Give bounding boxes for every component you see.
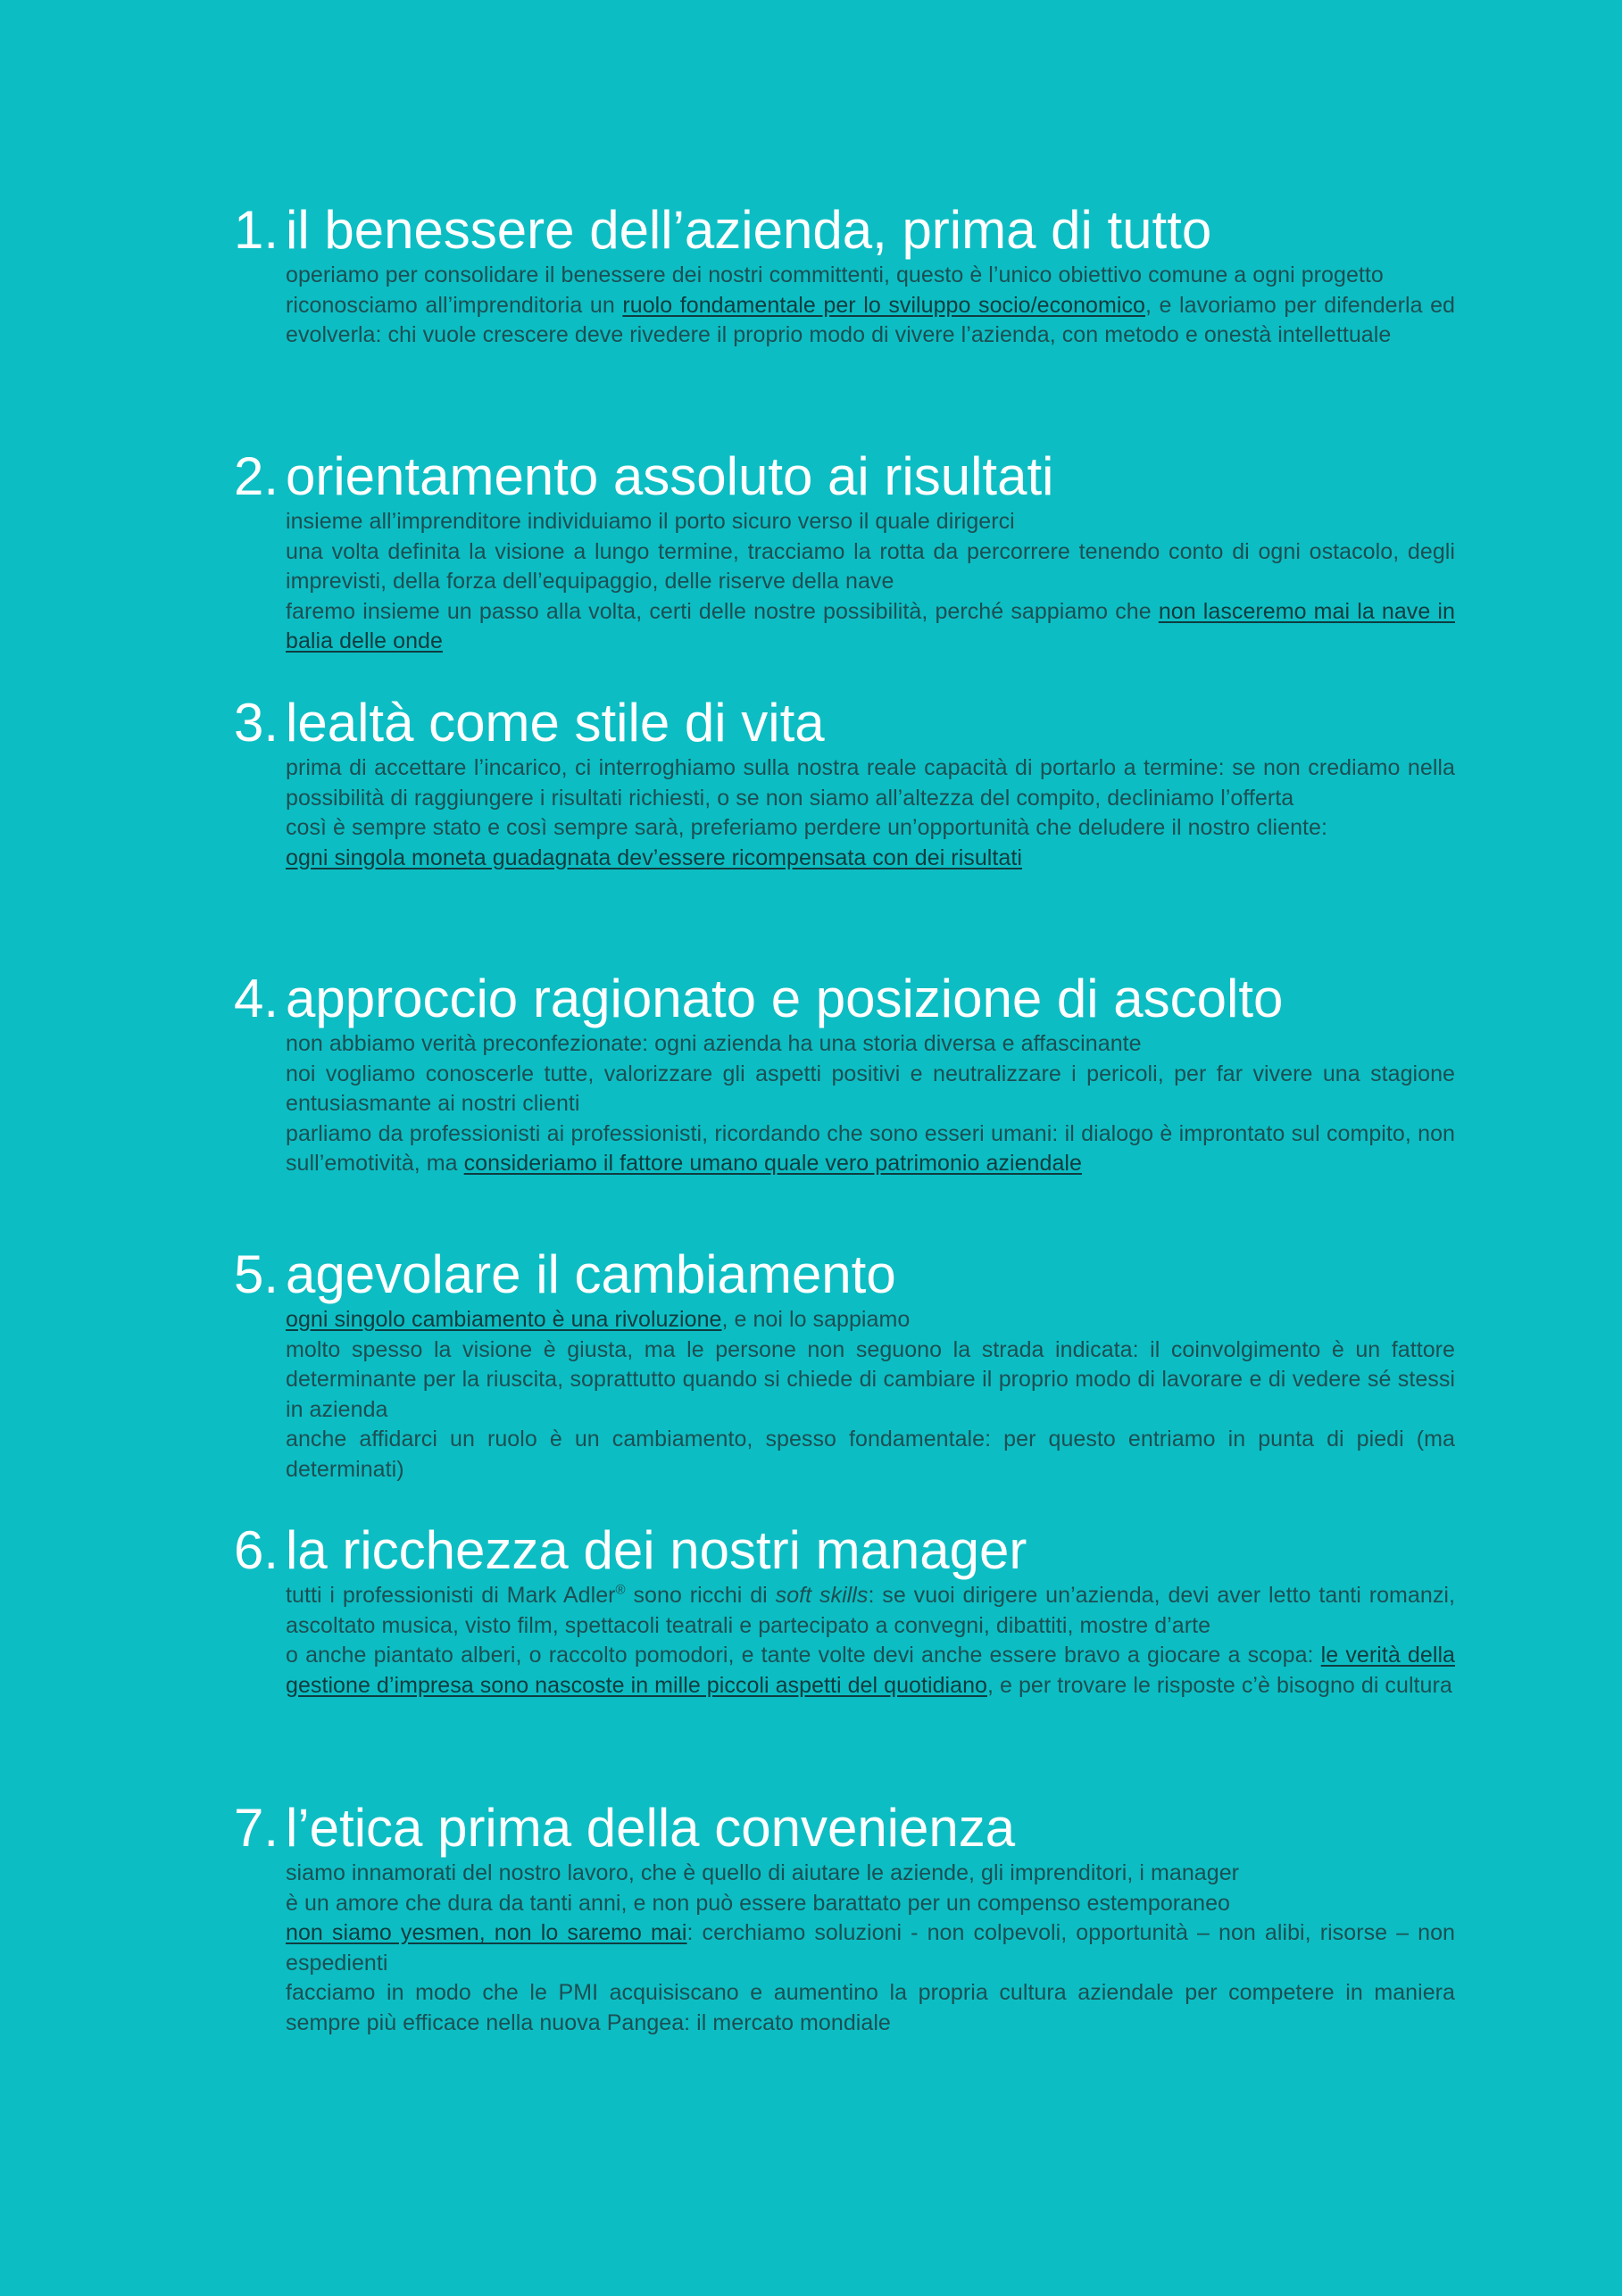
paragraph (286, 1581, 1455, 1641)
paragraph: non abbiamo verità preconfezionate: ogni azienda ha una storia diversa e affascinante (286, 1031, 1142, 1056)
section-body (286, 753, 1455, 873)
section-6 (234, 1520, 1455, 1701)
paragraph (286, 597, 1455, 657)
text-run: , e noi lo sappiamo (721, 1307, 911, 1332)
italic-phrase: soft skills (775, 1583, 869, 1608)
paragraph (286, 1119, 1455, 1179)
section-5 (234, 1244, 1455, 1485)
section-2 (234, 446, 1455, 657)
paragraph: prima di accettare l’incarico, ci interroghiamo sulla nostra reale capacità di portarlo a termine: se non crediamo nella possibilità di raggiungere i risultati richiesti, o se non siamo all’altezza del compito, decliniamo l’offerta (286, 755, 1455, 811)
text-run: riconosciamo all’imprenditoria un (286, 292, 623, 318)
paragraph: facciamo in modo che le PMI acquisiscano e aumentino la propria cultura aziendale per competere in maniera sempre più efficace nella nuova Pangea: il mercato mondiale (286, 1980, 1455, 2035)
paragraph (286, 1918, 1455, 1978)
section-number: 5. (234, 1244, 279, 1304)
underlined-phrase: consideriamo il fattore umano quale vero patrimonio aziendale (463, 1151, 1082, 1176)
underlined-phrase: non lasceremo mai la nave in balia delle onde (286, 598, 1455, 653)
section-number: 1. (234, 200, 279, 260)
text-run: sono ricchi di (625, 1583, 776, 1608)
section-7 (234, 1798, 1455, 2038)
underlined-phrase: ruolo fondamentale per lo sviluppo socio/economico (622, 292, 1145, 318)
text-run: parliamo da professionisti ai professionisti, ricordando che sono esseri umani: il dialogo è improntato sul compito, non sull’emotività, ma (286, 1120, 1455, 1176)
text-run: o anche piantato alberi, o raccolto pomodori, e tante volte devi anche essere bravo a giocare a scopa: (286, 1643, 1321, 1668)
section-body (286, 1029, 1455, 1179)
underlined-phrase: non siamo yesmen, non lo saremo mai (286, 1920, 687, 1945)
section-4 (234, 969, 1455, 1179)
paragraph: noi vogliamo conoscerle tutte, valorizzare gli aspetti positivi e neutralizzare i pericoli, per far vivere una stagione entusiasmante ai nostri clienti (286, 1061, 1455, 1116)
text-run: , e per trovare le risposte c’è bisogno di cultura (987, 1672, 1452, 1698)
text-run: faremo insieme un passo alla volta, certi delle nostre possibilità, perché sappiamo che (286, 598, 1159, 624)
section-body (286, 261, 1455, 351)
section-body (286, 507, 1455, 657)
section-heading (234, 1244, 1455, 1305)
text-run: : se vuoi dirigere un’azienda, devi aver letto tanti romanzi, ascoltato musica, visto film, spettacoli teatrali e partecipato a convegni, dibattiti, mostre d’arte (286, 1583, 1455, 1638)
paragraph (286, 844, 1455, 874)
paragraph: operiamo per consolidare il benessere dei nostri committenti, questo è l’unico obiettivo comune a ogni progetto (286, 262, 1384, 287)
section-title: l’etica prima della convenienza (286, 1798, 1016, 1858)
section-title: il benessere dell’azienda, prima di tutto (286, 200, 1212, 260)
paragraph: una volta definita la visione a lungo termine, tracciamo la rotta da percorrere tenendo conto di ogni ostacolo, degli imprevisti, della forza dell’equipaggio, delle riserve della nave (286, 538, 1455, 594)
registered-mark: ® (615, 1582, 626, 1598)
section-number: 3. (234, 693, 279, 753)
paragraph: è un amore che dura da tanti anni, e non può essere barattato per un compenso estemporaneo (286, 1890, 1230, 1916)
paragraph: anche affidarci un ruolo è un cambiamento, spesso fondamentale: per questo entriamo in punta di piedi (ma determinati) (286, 1427, 1455, 1482)
section-body (286, 1859, 1455, 2038)
section-title: approccio ragionato e posizione di ascolto (286, 969, 1284, 1028)
section-heading (234, 1520, 1455, 1581)
section-number: 2. (234, 446, 279, 506)
paragraph: insieme all’imprenditore individuiamo il porto sicuro verso il quale dirigerci (286, 509, 1015, 534)
text-run: tutti i professionisti di Mark Adler (286, 1583, 616, 1608)
paragraph (286, 291, 1455, 351)
section-heading (234, 446, 1455, 507)
text-run: , e lavoriamo per difenderla ed evolverla: chi vuole crescere deve rivedere il proprio modo di vivere l’azienda, con metodo e onestà intellettuale (286, 292, 1455, 347)
section-heading (234, 969, 1455, 1029)
section-heading (234, 693, 1455, 753)
section-title: la ricchezza dei nostri manager (286, 1520, 1027, 1580)
section-3 (234, 693, 1455, 873)
section-heading (234, 200, 1455, 261)
text-run: : cerchiamo soluzioni - non colpevoli, opportunità – non alibi, risorse – non espedienti (286, 1920, 1455, 1976)
section-1 (234, 200, 1455, 351)
section-number: 6. (234, 1520, 279, 1580)
paragraph (286, 1641, 1455, 1701)
paragraph: molto spesso la visione è giusta, ma le persone non seguono la strada indicata: il coinvolgimento è un fattore determinante per la riuscita, soprattutto quando si chiede di cambiare il proprio modo di lavorare e di vedere sé stessi in azienda (286, 1336, 1455, 1422)
paragraph: siamo innamorati del nostro lavoro, che è quello di aiutare le aziende, gli imprenditori, i manager (286, 1860, 1240, 1885)
underlined-phrase: ogni singola moneta guadagnata dev’essere ricompensata con dei risultati (286, 844, 1022, 870)
paragraph: così è sempre stato e così sempre sarà, preferiamo perdere un’opportunità che deludere il nostro cliente: (286, 815, 1327, 840)
section-number: 7. (234, 1798, 279, 1858)
section-title: lealtà come stile di vita (286, 693, 825, 753)
section-title: orientamento assoluto ai risultati (286, 446, 1054, 506)
section-number: 4. (234, 969, 279, 1028)
section-heading (234, 1798, 1455, 1859)
underlined-phrase: le verità della gestione d’impresa sono nascoste in mille piccoli aspetti del quotidiano (286, 1643, 1455, 1698)
paragraph (286, 1305, 1455, 1335)
section-body (286, 1581, 1455, 1701)
section-title: agevolare il cambiamento (286, 1244, 896, 1304)
section-body (286, 1305, 1455, 1485)
underlined-phrase: ogni singolo cambiamento è una rivoluzione (286, 1307, 722, 1332)
